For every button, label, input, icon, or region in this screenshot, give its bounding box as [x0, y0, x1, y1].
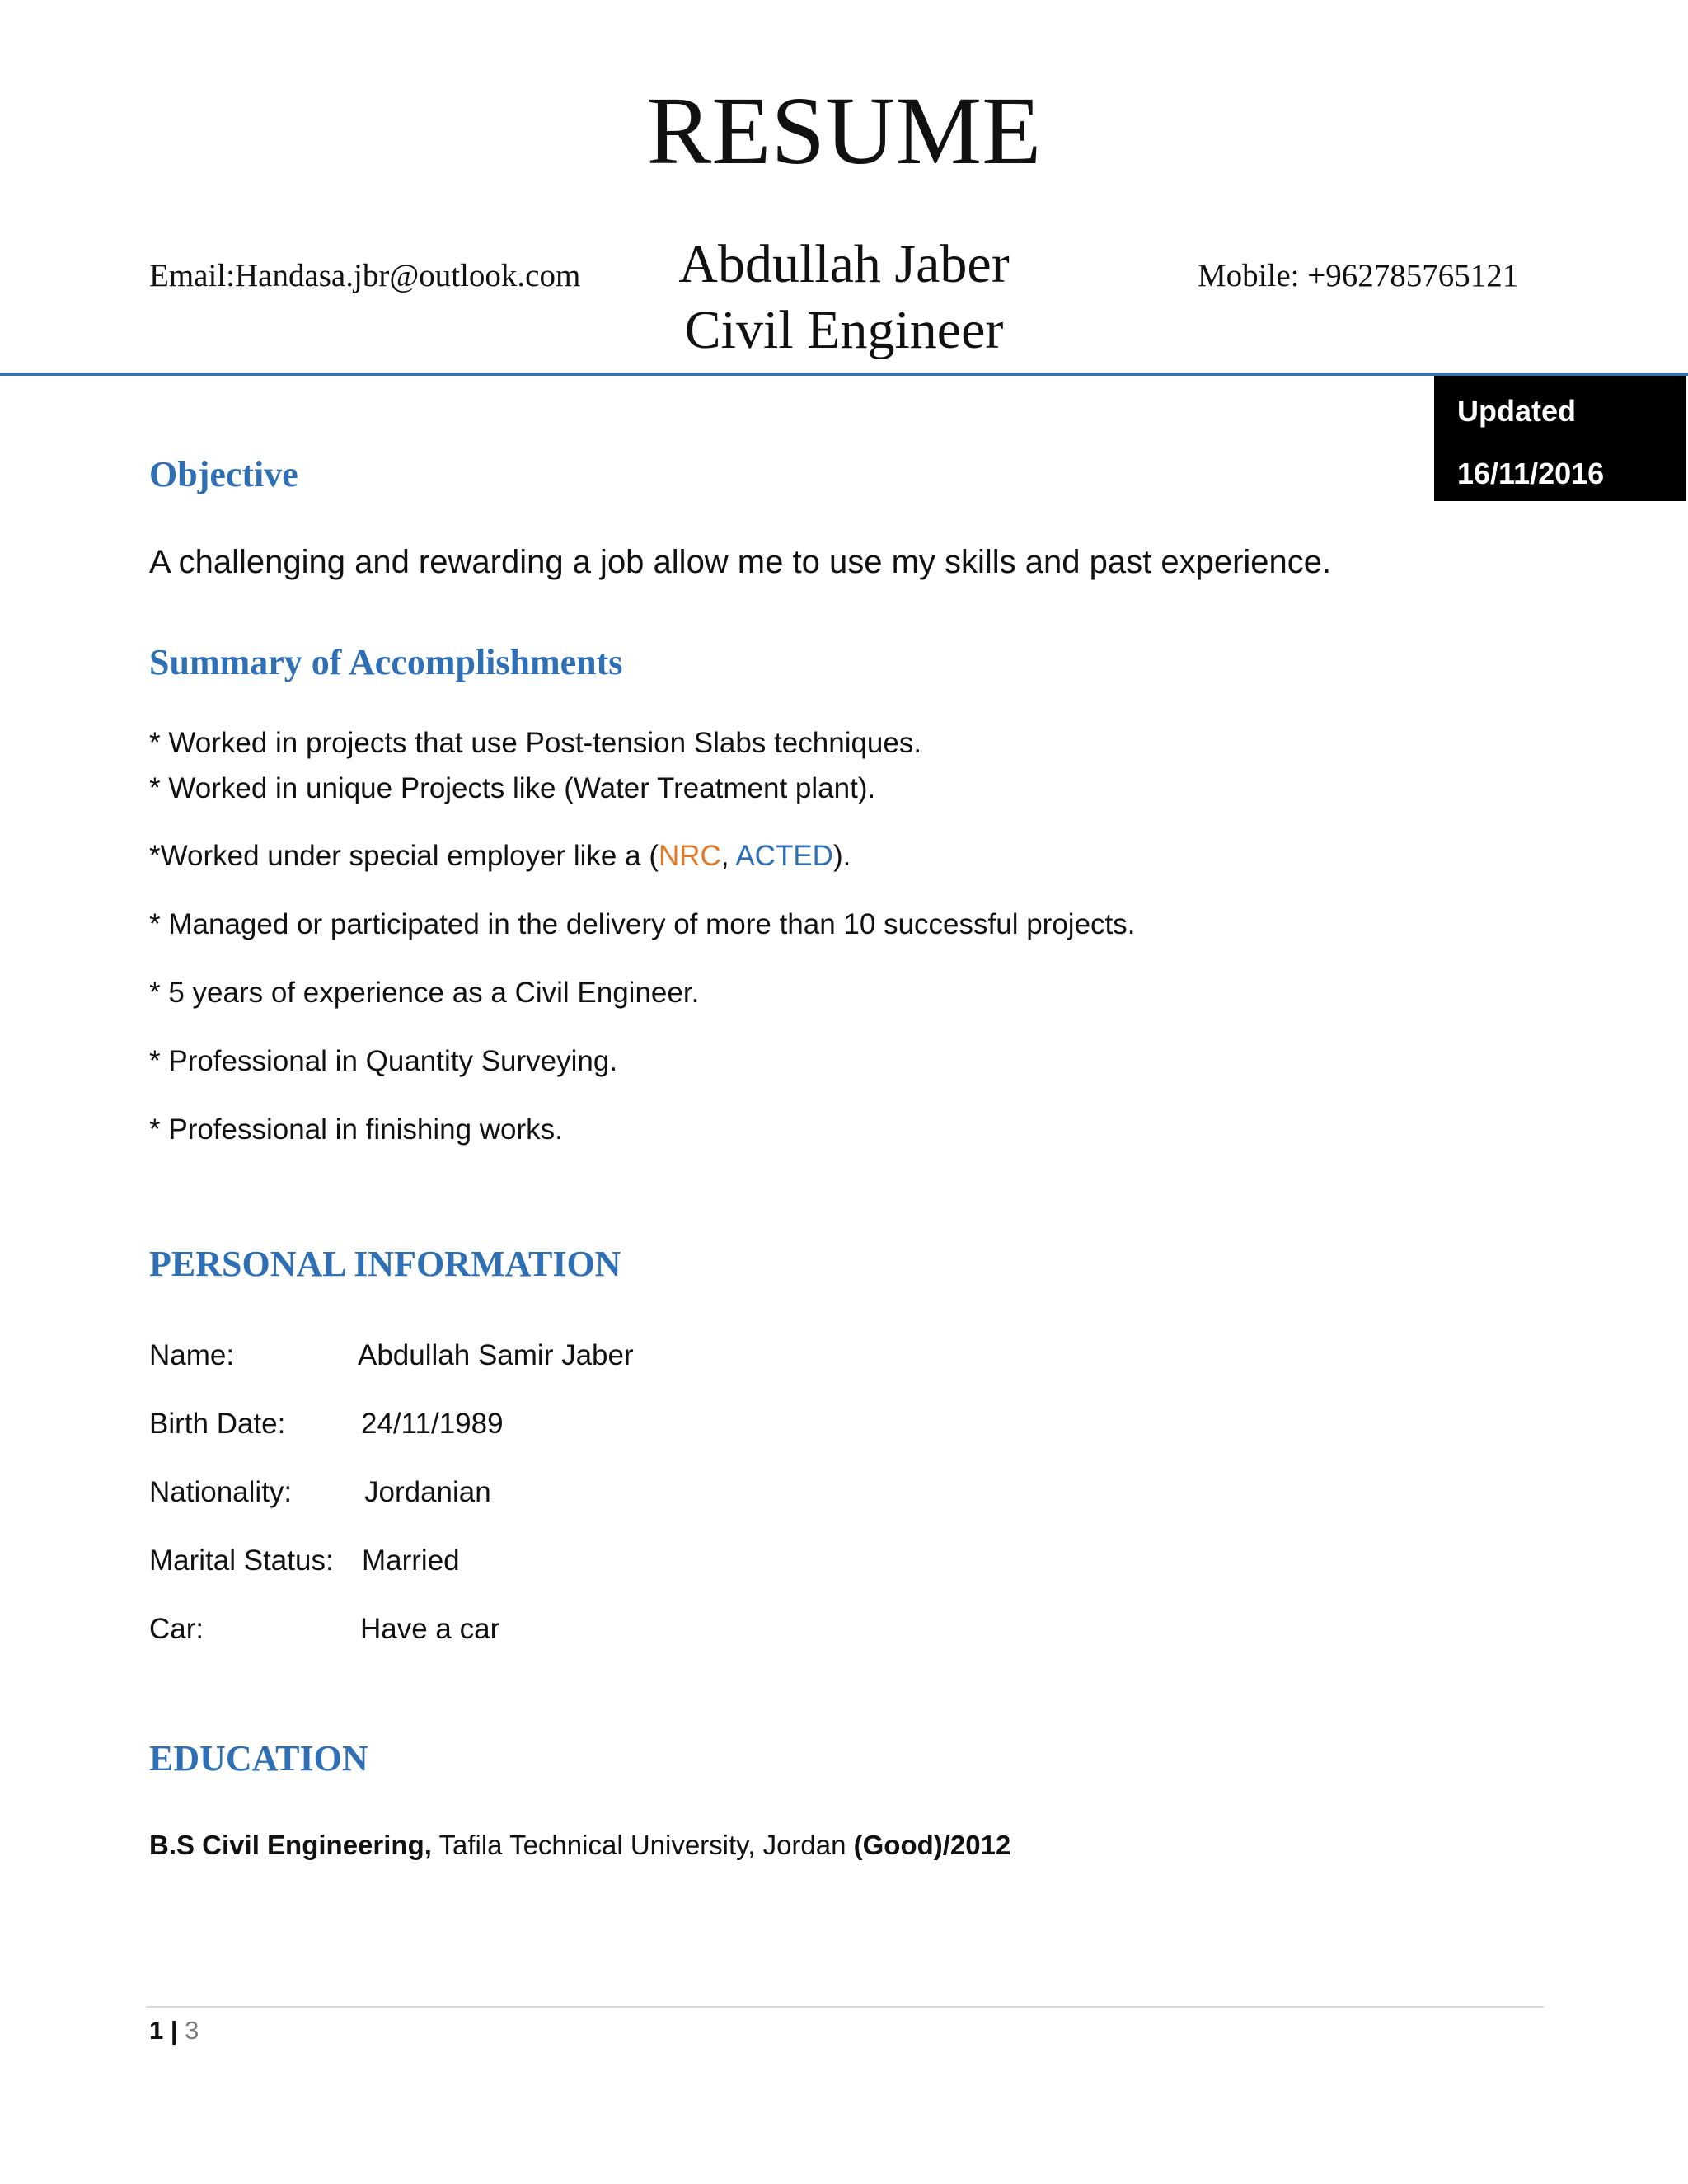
updated-label: Updated — [1457, 394, 1576, 428]
school-name: Tafila Technical University, Jordan — [431, 1830, 854, 1860]
accomplishment-item: * 5 years of experience as a Civil Engineer. — [149, 977, 700, 1009]
objective-text: A challenging and rewarding a job allow me to use my skills and past experience. — [149, 544, 1332, 580]
email-contact: Email:Handasa.jbr@outlook.com — [149, 258, 581, 293]
page-separator: | — [163, 2016, 185, 2045]
nationality-value: Jordanian — [364, 1476, 491, 1508]
car-value: Have a car — [360, 1613, 500, 1645]
birth-date-label: Birth Date: — [149, 1408, 286, 1440]
current-page: 1 — [149, 2016, 164, 2045]
degree-grade: (Good)/2012 — [853, 1830, 1011, 1860]
nationality-label: Nationality: — [149, 1476, 293, 1508]
name-label: Name: — [149, 1339, 235, 1371]
footer-divider — [146, 2006, 1544, 2008]
resume-title: RESUME — [646, 77, 1042, 185]
accomplishment-item: * Worked in unique Projects like (Water Treatment plant). — [149, 772, 876, 804]
employer-separator: , — [720, 840, 736, 872]
birth-date-value: 24/11/1989 — [361, 1408, 504, 1440]
mobile-contact: Mobile: +962785765121 — [1198, 258, 1519, 293]
candidate-name: Abdullah Jaber — [678, 234, 1010, 294]
total-pages: 3 — [185, 2016, 199, 2045]
personal-info-heading: PERSONAL INFORMATION — [149, 1244, 621, 1284]
accomplishment-item: * Professional in finishing works. — [149, 1113, 563, 1146]
accomplishment-item-employers — [149, 840, 851, 873]
degree-name: B.S Civil Engineering, — [149, 1830, 432, 1860]
employer-acted: ACTED — [735, 840, 833, 872]
accomplishment-item: * Managed or participated in the delivery of more than 10 successful projects. — [149, 908, 1136, 940]
employer-nrc: NRC — [658, 840, 721, 872]
name-value: Abdullah Samir Jaber — [358, 1339, 634, 1371]
marital-status-value: Married — [362, 1544, 460, 1577]
education-heading: EDUCATION — [149, 1738, 368, 1779]
employer-suffix: ). — [832, 840, 851, 872]
car-label: Car: — [149, 1613, 204, 1645]
education-entry — [149, 1830, 1010, 1861]
marital-status-label: Marital Status: — [149, 1544, 334, 1577]
summary-heading: Summary of Accomplishments — [149, 642, 623, 682]
updated-badge — [1434, 376, 1686, 501]
accomplishment-item: * Worked in projects that use Post-tension Slabs techniques. — [149, 727, 922, 759]
updated-date: 16/11/2016 — [1457, 457, 1605, 490]
page-number — [149, 2016, 199, 2046]
accomplishment-item: * Professional in Quantity Surveying. — [149, 1045, 618, 1077]
employer-prefix: *Worked under special employer like a ( — [149, 840, 659, 872]
candidate-role: Civil Engineer — [684, 300, 1004, 360]
objective-heading: Objective — [149, 454, 298, 494]
